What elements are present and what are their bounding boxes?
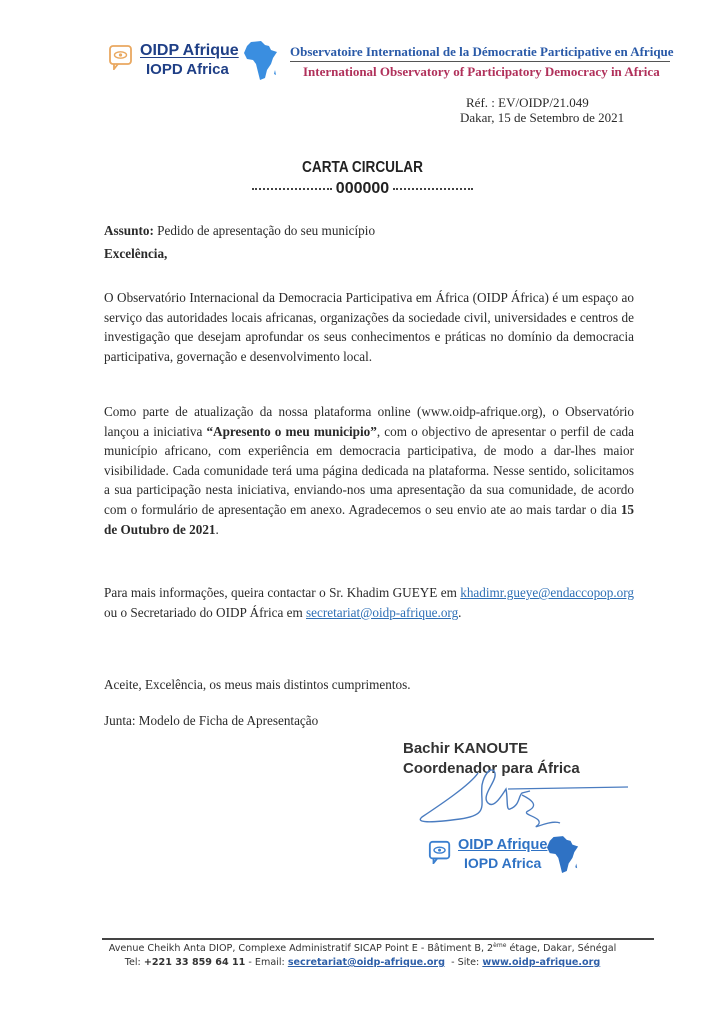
email-label: - Email: — [245, 957, 288, 968]
site-label: - Site: — [445, 957, 483, 968]
logo-line1: OIDP Afrique — [140, 42, 239, 59]
footer-site-link[interactable]: www.oidp-afrique.org — [482, 957, 601, 968]
eye-chat-icon — [428, 840, 452, 864]
dotted-line-left — [252, 188, 332, 190]
tel-number: +221 33 859 64 11 — [143, 957, 246, 968]
subject-text: Pedido de apresentação do seu município — [153, 223, 376, 238]
subject-label: Assunto: — [104, 223, 154, 238]
footer-email-link[interactable]: secretariat@oidp-afrique.org — [287, 957, 446, 968]
attachment-line: Junta: Modelo de Ficha de Apresentação — [104, 713, 319, 728]
reference-number: Réf. : EV/OIDP/21.049 — [466, 95, 589, 110]
paragraph3-text-1: Para mais informações, queira contactar o Sr. Khadim GUEYE em — [104, 585, 461, 600]
initiative-name: “Apresento o meu municipio” — [206, 423, 377, 439]
paragraph2-text-1: Como parte de atualização da nossa plataforma online (www.oidp-afrique.org), o Observatório lançou a iniciativa — [104, 404, 634, 439]
paragraph-contact — [104, 583, 634, 622]
africa-map-icon — [243, 40, 279, 82]
org-name-fr: Observatoire International de la Démocratie Participative en Afrique — [290, 44, 674, 59]
org-name-en: International Observatory of Participatory Democracy in Africa — [303, 64, 660, 79]
dotted-line-right — [393, 188, 473, 190]
footer-address — [0, 942, 725, 954]
closing-line: Aceite, Excelência, os meus mais distintos cumprimentos. — [104, 677, 411, 692]
letter-number: 000000 — [335, 180, 390, 197]
header-divider — [290, 61, 670, 62]
salutation: Excelência, — [104, 246, 168, 261]
footer-divider — [102, 938, 654, 940]
stamp-line2: IOPD Africa — [464, 855, 542, 871]
tel-label: Tel: — [124, 957, 144, 968]
paragraph-intro: O Observatório Internacional da Democracia Participativa em África (OIDP África) é um espaço ao serviço das autoridades locais africanas, organizações da sociedade civil, universidades e centros de investigação que desejam aprofundar os seus conhecimentos e práticas no domínio da democracia participativa, governação e desenvolvimento local. — [104, 290, 634, 364]
deadline-date: 15 de Outubro de 2021 — [104, 501, 634, 537]
signatory-role: Coordenador para África — [403, 760, 580, 777]
signatory-name: Bachir KANOUTE — [403, 740, 529, 757]
email-link-khadim[interactable]: khadimr.gueye@endaccopop.org — [460, 585, 634, 600]
paragraph-initiative — [104, 402, 634, 539]
place-date: Dakar, 15 de Setembro de 2021 — [460, 110, 625, 125]
eye-chat-icon — [108, 44, 134, 70]
paragraph2-text-2: , com o objectivo de apresentar o perfil de cada município africano, com experiência em democracia participativa, de modo a dar-lhes maior visibilidade. Cada comunidade terá uma página dedicada na plataforma. Nesse sentido, solicitamos a sua participação nesta iniciativa, enviando-nos uma apresentação da sua comunidade, de acordo com o formulário de apresentação em anexo. Agradecemos o seu envio ate ao mais tardar o dia — [104, 423, 634, 517]
address-end: étage, Dakar, Sénégal — [506, 943, 617, 955]
letter-title: CARTA CIRCULAR — [302, 159, 423, 176]
address-text: Avenue Cheikh Anta DIOP, Complexe Administratif SICAP Point E - Bâtiment B, 2 — [108, 943, 494, 955]
handwritten-signature — [410, 765, 630, 840]
footer-contacts — [0, 957, 725, 968]
paragraph3-text-3: . — [458, 604, 462, 620]
oidp-logo — [108, 40, 278, 82]
email-link-secretariat[interactable]: secretariat@oidp-afrique.org — [306, 604, 459, 620]
paragraph2-text-3: . — [215, 521, 219, 537]
oidp-stamp-logo — [428, 835, 588, 877]
logo-line2: IOPD Africa — [146, 61, 229, 78]
address-sup: ème — [493, 942, 507, 949]
africa-map-icon — [546, 835, 580, 875]
stamp-line1: OIDP Afrique — [458, 837, 548, 853]
paragraph3-text-2: ou o Secretariado do OIDP África em — [104, 604, 307, 620]
subject-line — [104, 221, 634, 241]
letter-number-row — [0, 180, 725, 198]
